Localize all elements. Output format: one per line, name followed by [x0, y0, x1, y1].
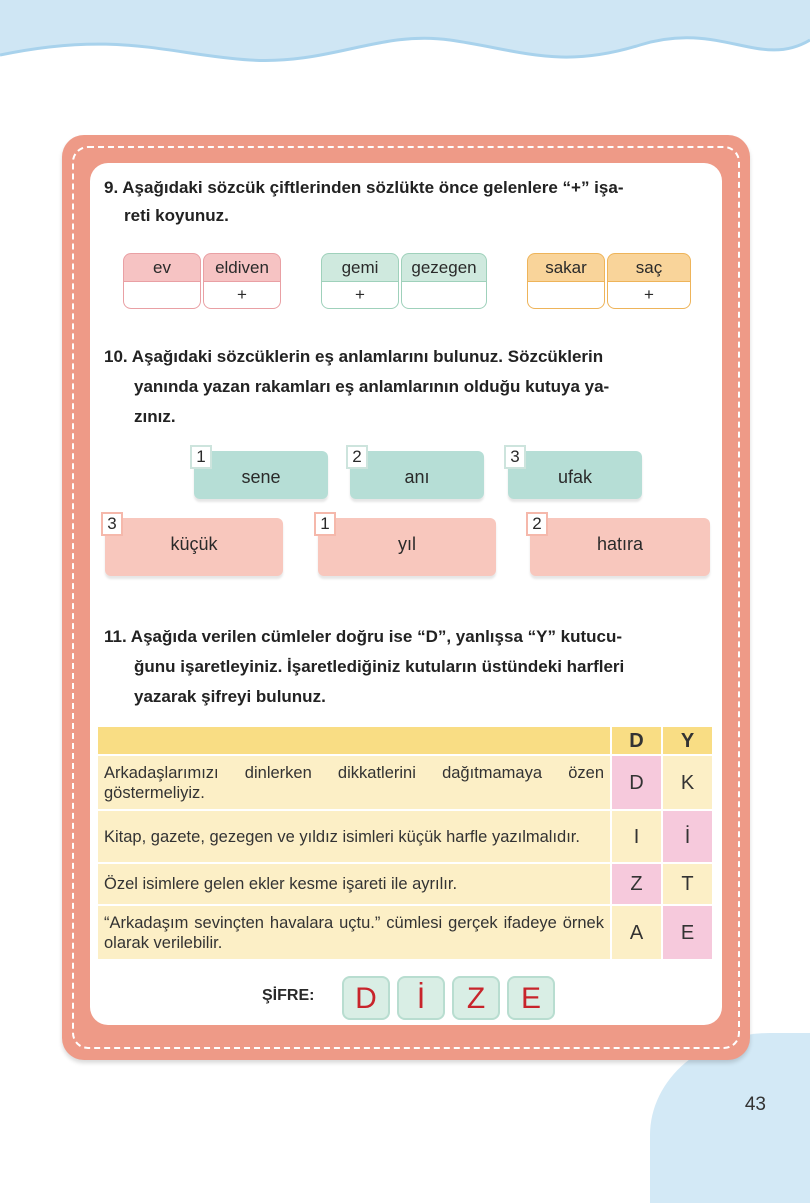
question-text: Aşağıda verilen cümleler doğru ise “D”, yanlışsa “Y” kutucu-	[130, 627, 623, 646]
header-d: D	[612, 727, 661, 754]
word: ev	[123, 253, 201, 283]
word: saç	[607, 253, 691, 283]
word: anı	[404, 467, 430, 487]
question-text: zınız.	[134, 407, 176, 426]
word-pair	[321, 253, 487, 309]
answer-box[interactable]	[123, 281, 201, 309]
header-y: Y	[663, 727, 712, 754]
word: eldiven	[203, 253, 281, 283]
cipher-letter[interactable]: D	[342, 976, 390, 1020]
word: sene	[241, 467, 281, 487]
statement: Özel isimlere gelen ekler kesme işareti ile ayrılır.	[98, 864, 610, 904]
question-10	[104, 342, 714, 432]
answer-box[interactable]: +	[607, 281, 691, 309]
true-false-table	[96, 725, 714, 961]
question-11	[104, 622, 714, 712]
wave-decoration	[0, 0, 810, 90]
answer-box[interactable]	[527, 281, 605, 309]
page-number: 43	[744, 1094, 766, 1115]
answer-box[interactable]	[401, 281, 487, 309]
word: gezegen	[401, 253, 487, 283]
y-cell[interactable]: K	[663, 756, 712, 809]
number-box[interactable]: 3	[504, 445, 526, 469]
question-text: reti koyunuz.	[124, 206, 229, 225]
word-pair	[527, 253, 691, 309]
statement: “Arkadaşım sevinçten havalara uçtu.” cümlesi gerçek ifadeye örnek olarak verilebilir.	[98, 906, 610, 959]
question-9	[104, 174, 714, 230]
table-row	[98, 756, 712, 809]
answer-box[interactable]: +	[321, 281, 399, 309]
d-cell[interactable]: I	[612, 811, 661, 862]
question-text: Aşağıdaki sözcük çiftlerinden sözlükte önce gelenlere “+” işa-	[122, 178, 624, 197]
question-number: 11.	[104, 627, 127, 646]
d-cell[interactable]: D	[612, 756, 661, 809]
question-text: Aşağıdaki sözcüklerin eş anlamlarını bulunuz. Sözcüklerin	[131, 347, 604, 366]
word-card	[350, 447, 484, 499]
word-card	[105, 514, 283, 576]
statement: Kitap, gazete, gezegen ve yıldız isimleri küçük harfle yazılmalıdır.	[98, 811, 610, 862]
word: ufak	[557, 467, 593, 487]
number-box[interactable]: 2	[526, 512, 548, 536]
table-row	[98, 864, 712, 904]
word-card	[194, 447, 328, 499]
y-cell[interactable]: İ	[663, 811, 712, 862]
cipher-letter[interactable]: İ	[397, 976, 445, 1020]
d-cell[interactable]: A	[612, 906, 661, 959]
word-pair	[123, 253, 281, 309]
number-box[interactable]: 1	[314, 512, 336, 536]
statement: Arkadaşlarımızı dinlerken dikkatlerini dağıtmamaya özen göstermeliyiz.	[98, 756, 610, 809]
question-text: yazarak şifreyi bulunuz.	[134, 687, 326, 706]
cipher-label: ŞİFRE:	[262, 987, 315, 1004]
table-row	[98, 811, 712, 862]
cipher-boxes	[342, 976, 555, 1020]
word: gemi	[321, 253, 399, 283]
table-row	[98, 906, 712, 959]
word-card	[508, 447, 642, 499]
number-box[interactable]: 3	[101, 512, 123, 536]
cipher-letter[interactable]: E	[507, 976, 555, 1020]
word-card	[530, 514, 710, 576]
word-card	[318, 514, 496, 576]
d-cell[interactable]: Z	[612, 864, 661, 904]
question-number: 9.	[104, 178, 119, 197]
y-cell[interactable]: E	[663, 906, 712, 959]
question-text: ğunu işaretleyiniz. İşaretlediğiniz kutuların üstündeki harfleri	[134, 657, 625, 676]
number-box[interactable]: 1	[190, 445, 212, 469]
question-number: 10.	[104, 347, 128, 366]
word: küçük	[170, 534, 218, 554]
y-cell[interactable]: T	[663, 864, 712, 904]
table-header	[98, 727, 712, 754]
word: yıl	[398, 534, 416, 554]
number-box[interactable]: 2	[346, 445, 368, 469]
answer-box[interactable]: +	[203, 281, 281, 309]
cipher-letter[interactable]: Z	[452, 976, 500, 1020]
word: hatıra	[596, 534, 644, 554]
word: sakar	[527, 253, 605, 283]
question-text: yanında yazan rakamları eş anlamlarının olduğu kutuya ya-	[134, 377, 610, 396]
